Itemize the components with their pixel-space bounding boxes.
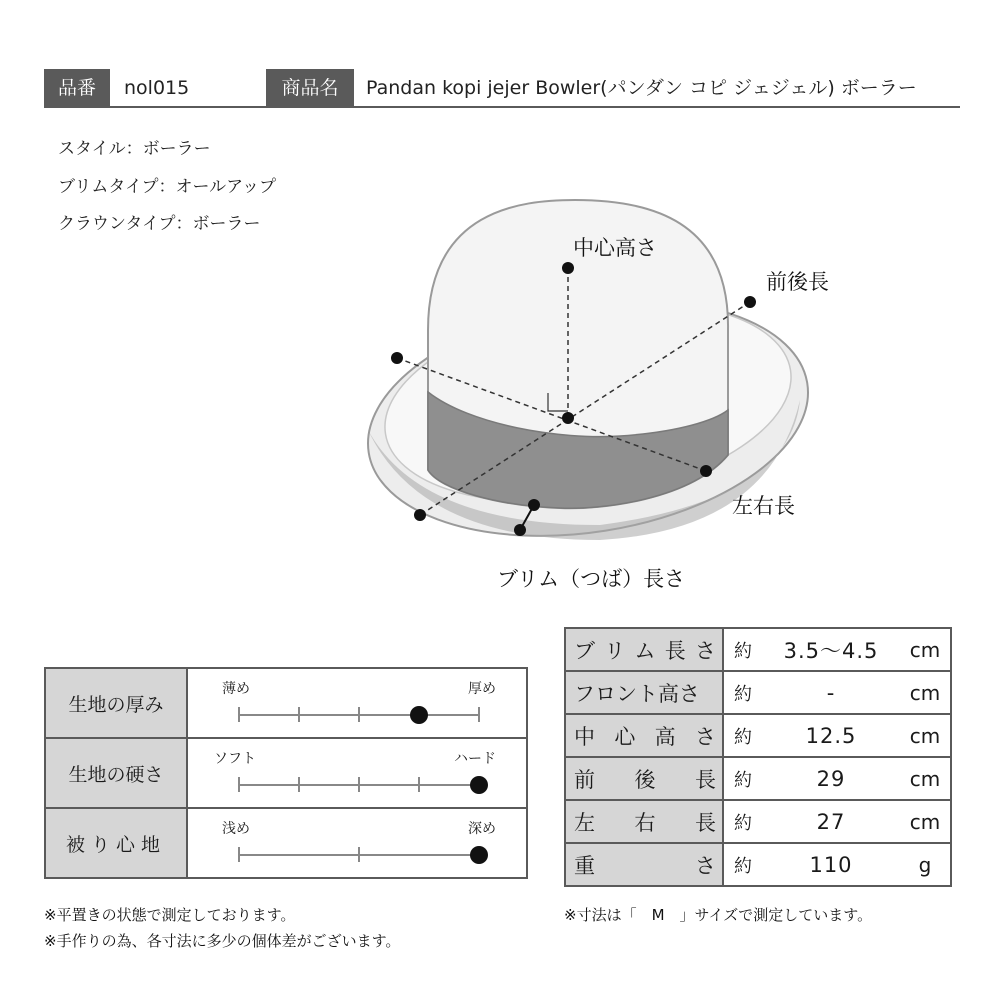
note-flat-measure: ※平置きの状態で測定しております。 (44, 906, 296, 924)
size-value: 110 (762, 843, 900, 886)
size-unit: cm (900, 628, 951, 671)
approx-mark: 約 (723, 800, 762, 843)
size-value: - (762, 671, 900, 714)
size-label: 重 さ (574, 853, 716, 878)
feel-label: 被り心地 (45, 808, 187, 878)
scale-left-label: 浅め (222, 821, 250, 837)
size-value: 3.5〜4.5 (762, 628, 900, 671)
size-label: ブ リ ム 長 さ (574, 638, 716, 663)
size-label: 中 心 高 さ (574, 724, 716, 749)
brim-length-label: ブリム（つば）長さ (497, 567, 686, 591)
approx-mark: 約 (723, 757, 762, 800)
scale-right-label: 厚め (468, 681, 496, 697)
header-divider (44, 106, 960, 108)
feel-row-hardness (45, 738, 527, 808)
size-unit: cm (900, 671, 951, 714)
note-size-measured: ※寸法は「 M 」サイズで測定しています。 (564, 906, 873, 924)
brim-inner-point (528, 499, 540, 511)
size-row-brim (565, 628, 951, 671)
size-value: 12.5 (762, 714, 900, 757)
product-name-label: 商品名 (266, 69, 354, 107)
scale-right-label: ハード (454, 751, 496, 767)
fit-scale (188, 810, 526, 876)
crown-top-point (562, 262, 574, 274)
thickness-scale (188, 670, 526, 736)
feel-label: 生地の厚み (45, 668, 187, 738)
code-label: 品番 (44, 69, 110, 107)
size-label: 前 後 長 (574, 767, 716, 792)
size-row-front (565, 671, 951, 714)
front-back-label: 前後長 (766, 270, 829, 294)
size-row-crown (565, 714, 951, 757)
size-row-left-right (565, 800, 951, 843)
approx-mark: 約 (723, 628, 762, 671)
product-name: Pandan kopi jejer Bowler(パンダン コピ ジェジェル) ボーラー (366, 77, 917, 99)
style-type: スタイル：ボーラー (58, 139, 211, 159)
left-right-label: 左右長 (732, 494, 795, 518)
hardness-scale (188, 740, 526, 806)
size-row-front-back (565, 757, 951, 800)
size-row-weight (565, 843, 951, 886)
size-table (564, 627, 952, 887)
scale-left-label: ソフト (214, 751, 256, 767)
size-unit: cm (900, 757, 951, 800)
center-point (562, 412, 574, 424)
size-unit: cm (900, 800, 951, 843)
size-unit: cm (900, 714, 951, 757)
note-handmade: ※手作りの為、各寸法に多少の個体差がございます。 (44, 932, 401, 950)
size-label: フロント高さ (574, 681, 700, 706)
front-point (414, 509, 426, 521)
feel-label: 生地の硬さ (45, 738, 187, 808)
scale-left-label: 薄め (222, 681, 250, 697)
approx-mark: 約 (723, 843, 762, 886)
crown-height-label: 中心高さ (573, 236, 657, 260)
crown-type: クラウンタイプ：ボーラー (58, 214, 261, 234)
left-point (391, 352, 403, 364)
size-value: 29 (762, 757, 900, 800)
size-unit: g (900, 843, 951, 886)
scale-marker (470, 846, 488, 864)
feel-row-thickness (45, 668, 527, 738)
approx-mark: 約 (723, 671, 762, 714)
feel-table (44, 667, 528, 879)
product-code: nol015 (124, 77, 190, 99)
back-point (744, 296, 756, 308)
right-point (700, 465, 712, 477)
feel-row-fit (45, 808, 527, 878)
approx-mark: 約 (723, 714, 762, 757)
scale-right-label: 深め (468, 821, 496, 837)
brim-type: ブリムタイプ：オールアップ (58, 177, 276, 197)
scale-marker (410, 706, 428, 724)
size-label: 左 右 長 (574, 810, 716, 835)
size-value: 27 (762, 800, 900, 843)
brim-outer-point (514, 524, 526, 536)
scale-marker (470, 776, 488, 794)
